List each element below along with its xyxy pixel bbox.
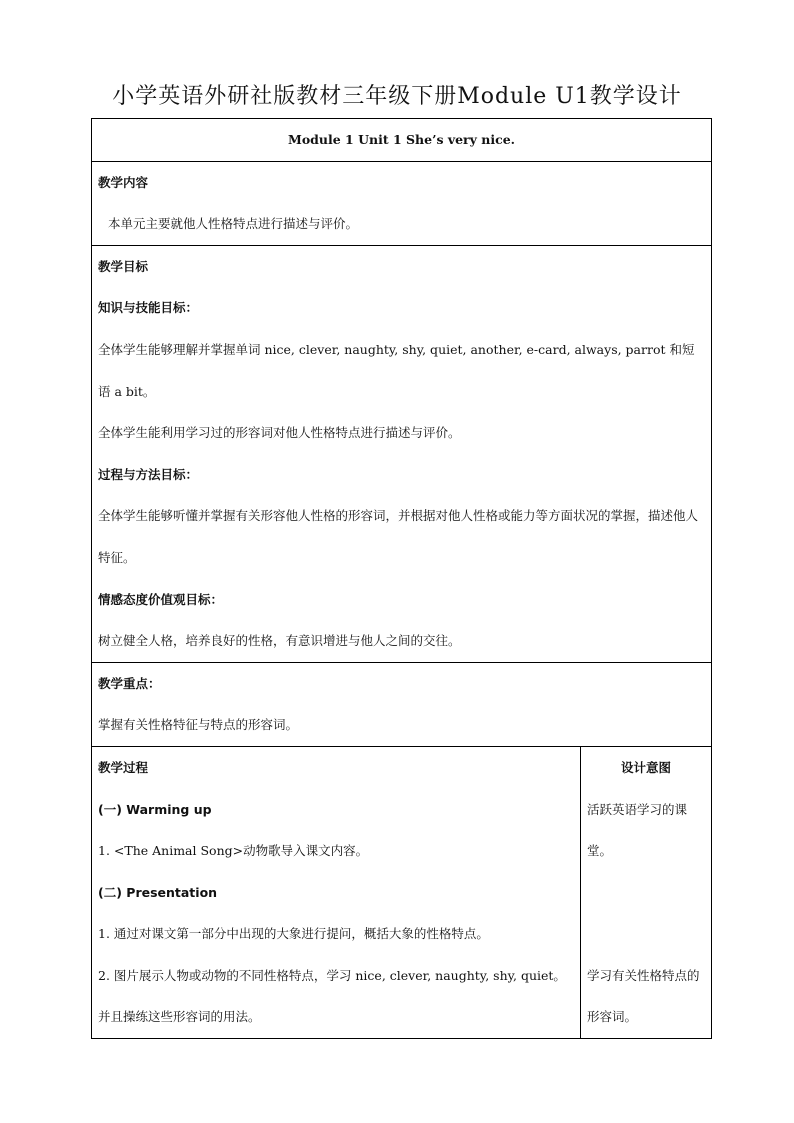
design-column <box>581 746 712 1038</box>
objectives-section <box>92 245 712 662</box>
key-points-heading: 教学重点： <box>98 675 161 691</box>
process-goal-item-1: 全体学生能够听懂并掌握有关形容他人性格的形容词，并根据对他人性格或能力等方面状况的掌握，描述他人特征。 <box>98 508 699 565</box>
teaching-process-section <box>92 746 712 1038</box>
warmup-item-1: 1. <The Animal Song>动物歌导入课文内容。 <box>98 843 369 859</box>
content-text: 本单元主要就他人性格特点进行描述与评价。 <box>108 216 359 232</box>
design-note-1: 活跃英语学习的课堂。 <box>587 801 688 859</box>
design-spacer <box>587 872 705 955</box>
process-heading: 教学过程 <box>98 759 149 775</box>
key-points-text: 掌握有关性格特征与特点的形容词。 <box>98 717 299 733</box>
process-column <box>92 746 581 1038</box>
presentation-item-1: 1. 通过对课文第一部分中出现的大象进行提问，概括大象的性格特点。 <box>98 926 489 942</box>
page-title: 小学英语外研社版教材三年级下册Module U1教学设计 <box>112 84 682 109</box>
process-goal-heading: 过程与方法目标： <box>98 466 199 482</box>
knowledge-heading: 知识与技能目标： <box>98 300 199 316</box>
presentation-item-2: 2. 图片展示人物或动物的不同性格特点，学习 nice, clever, naughty, shy, quiet。并且操练这些形容词的用法。 <box>98 967 566 1025</box>
content-heading: 教学内容 <box>98 174 149 190</box>
lesson-plan-table <box>91 118 712 1039</box>
module-title-row <box>92 119 712 162</box>
content-section <box>92 161 712 245</box>
design-heading: 设计意图 <box>620 759 671 775</box>
knowledge-item-1: 全体学生能够理解并掌握单词 nice, clever, naughty, shy, quiet, another, e-card, always, parrot 和短语 a bit。 <box>98 341 695 399</box>
presentation-heading: (二) Presentation <box>98 884 218 900</box>
module-title: Module 1 Unit 1 She’s very nice. <box>92 119 712 162</box>
knowledge-item-2: 全体学生能利用学习过的形容词对他人性格特点进行描述与评价。 <box>98 425 461 441</box>
objectives-heading: 教学目标 <box>98 258 149 274</box>
key-points-section <box>92 662 712 746</box>
emotion-item-1: 树立健全人格，培养良好的性格，有意识增进与他人之间的交往。 <box>98 633 461 649</box>
emotion-heading: 情感态度价值观目标： <box>98 591 224 607</box>
warmup-heading: (一) Warming up <box>98 801 212 817</box>
design-note-2: 学习有关性格特点的形容词。 <box>587 967 700 1025</box>
